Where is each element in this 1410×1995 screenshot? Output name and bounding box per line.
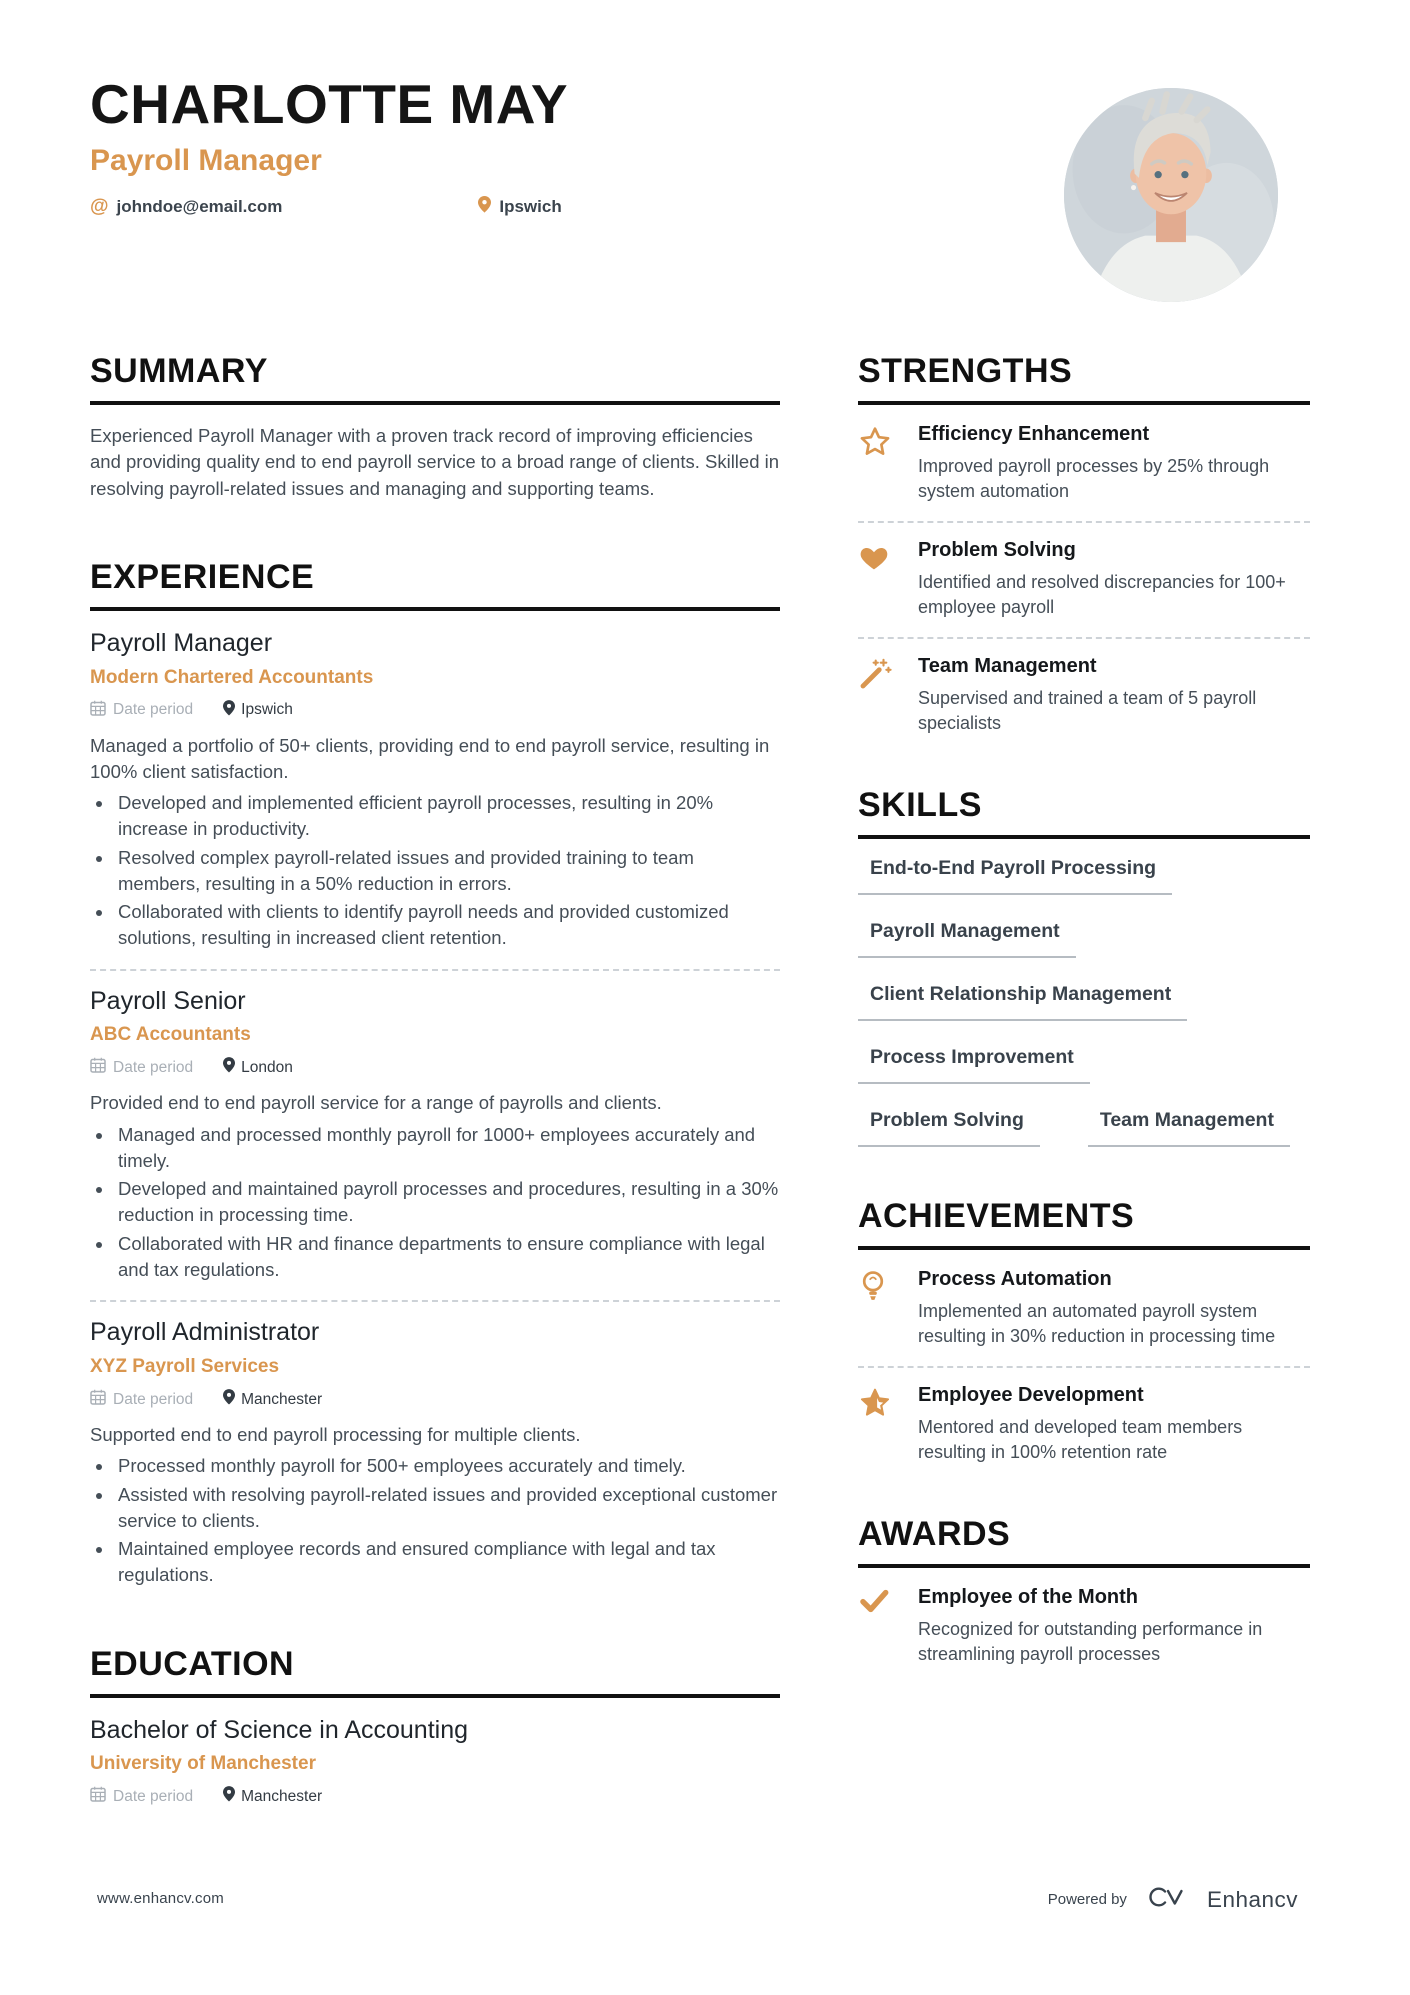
skill-tag: Team Management (1088, 1109, 1290, 1147)
strength-title: Team Management (918, 655, 1097, 678)
degree-title: Bachelor of Science in Accounting (90, 1715, 469, 1744)
job-location-text: London (241, 1058, 293, 1076)
skill-tag: Payroll Management (858, 920, 1076, 958)
at-icon: @ (90, 196, 109, 218)
job-bullet: • Developed and maintained payroll processes and procedures, resulting in a 30% reduction in processing time. (114, 1176, 780, 1229)
date-text: Date period (113, 1390, 194, 1408)
achievements-section (858, 1197, 1310, 1465)
strength-title: Problem Solving (918, 539, 1076, 562)
date-text: Date period (113, 1787, 194, 1805)
experience-heading: EXPERIENCE (90, 558, 780, 611)
candidate-name: CHARLOTTE MAY (90, 73, 569, 135)
avatar (1064, 88, 1278, 302)
divider (858, 637, 1310, 639)
location-item (223, 1057, 293, 1078)
achievement-description: Implemented an automated payroll system resulting in 30% reduction in processing time (918, 1301, 1276, 1347)
job-description: Supported end to end payroll processing for multiple clients. (90, 1424, 581, 1446)
job-meta (90, 1389, 780, 1410)
left-column (90, 352, 780, 1863)
job-bullet: • Collaborated with HR and finance departments to ensure compliance with legal and tax regulations. (114, 1231, 780, 1284)
enhancv-logo-icon (1141, 1882, 1193, 1917)
skills-section (858, 786, 1310, 1147)
divider (90, 969, 780, 971)
job-bullet: • Processed monthly payroll for 500+ employees accurately and timely. (114, 1453, 780, 1479)
strength-description: Improved payroll processes by 25% through system automation (918, 456, 1270, 502)
brand-name: Enhancv (1206, 1886, 1298, 1912)
divider (858, 1366, 1310, 1368)
job-meta (90, 1057, 780, 1078)
skill-tag: Problem Solving (858, 1109, 1040, 1147)
job-bullet: • Resolved complex payroll-related issues and provided training to team members, resulting in a 50% reduction in errors. (114, 845, 780, 898)
job-company: Modern Chartered Accountants (90, 666, 374, 688)
job-title: Payroll Senior (90, 986, 246, 1015)
job-entry (90, 1318, 780, 1588)
job-bullets (90, 790, 780, 952)
job-title: Payroll Administrator (90, 1318, 320, 1347)
job-description: Provided end to end payroll service for a range of payrolls and clients. (90, 1092, 662, 1114)
heart-icon (858, 539, 918, 620)
calendar-icon (90, 1057, 106, 1078)
star-filled-icon (858, 1384, 918, 1465)
date-item (90, 700, 193, 721)
location-pin-icon (478, 196, 491, 218)
calendar-icon (90, 1786, 106, 1807)
summary-text: Experienced Payroll Manager with a proven track record of improving efficiencies and providing quality end to end payroll service to a broad range of clients. Skilled in resolving payroll-related issues and managing and supporting teams. (90, 425, 780, 499)
location-text: Ipswich (499, 196, 562, 216)
job-bullets (90, 1122, 780, 1284)
achievement-description: Mentored and developed team members resulting in 100% retention rate (918, 1417, 1243, 1463)
divider (90, 1300, 780, 1302)
location-pin-icon (223, 1786, 235, 1807)
job-entry (90, 629, 780, 952)
footer-brand[interactable] (1048, 1882, 1298, 1917)
location-pin-icon (223, 700, 235, 721)
date-text: Date period (113, 701, 194, 719)
divider (858, 521, 1310, 523)
candidate-headline: Payroll Manager (90, 143, 322, 177)
job-bullet: • Managed and processed monthly payroll for 1000+ employees accurately and timely. (114, 1122, 780, 1175)
strength-item (858, 539, 1310, 620)
strengths-section (858, 352, 1310, 736)
star-outline-icon (858, 423, 918, 504)
job-bullet: • Maintained employee records and ensured compliance with legal and tax regulations. (114, 1536, 780, 1589)
date-text: Date period (113, 1058, 194, 1076)
award-item (858, 1586, 1310, 1667)
date-item (90, 1786, 193, 1807)
lightbulb-icon (858, 1268, 918, 1349)
job-location-text: Manchester (241, 1390, 323, 1408)
summary-section (90, 352, 780, 502)
job-meta (90, 700, 780, 721)
job-bullet: • Assisted with resolving payroll-related issues and provided exceptional customer service to clients. (114, 1482, 780, 1535)
school-name: University of Manchester (90, 1753, 316, 1775)
job-company: XYZ Payroll Services (90, 1356, 280, 1378)
calendar-icon (90, 700, 106, 721)
education-section (90, 1645, 780, 1808)
location-pin-icon (223, 1389, 235, 1410)
job-title: Payroll Manager (90, 628, 273, 657)
skill-tag: Process Improvement (858, 1046, 1090, 1084)
strength-item (858, 655, 1310, 736)
achievement-item (858, 1384, 1310, 1465)
achievement-title: Process Automation (918, 1268, 1112, 1291)
strength-item (858, 423, 1310, 504)
calendar-icon (90, 1389, 106, 1410)
date-item (90, 1057, 193, 1078)
job-location-text: Ipswich (241, 701, 293, 719)
footer-site-link[interactable]: www.enhancv.com (97, 1890, 224, 1907)
location-item (223, 1389, 322, 1410)
achievements-heading: ACHIEVEMENTS (858, 1197, 1310, 1250)
education-heading: EDUCATION (90, 1645, 780, 1698)
skill-tag: End-to-End Payroll Processing (858, 857, 1172, 895)
award-description: Recognized for outstanding performance in streamlining payroll processes (918, 1619, 1263, 1665)
strengths-heading: STRENGTHS (858, 352, 1310, 405)
job-bullets (90, 1453, 780, 1588)
achievement-title: Employee Development (918, 1384, 1144, 1407)
location-pin-icon (223, 1057, 235, 1078)
date-item (90, 1389, 193, 1410)
header (90, 73, 790, 218)
education-meta (90, 1786, 780, 1807)
strength-description: Identified and resolved discrepancies for 100+ employee payroll (918, 572, 1286, 618)
location-item (223, 700, 293, 721)
job-bullet: • Collaborated with clients to identify payroll needs and provided customized solutions, resulting in increased client retention. (114, 899, 780, 952)
strength-description: Supervised and trained a team of 5 payroll specialists (918, 688, 1257, 734)
education-location-text: Manchester (241, 1787, 323, 1805)
contact-row (90, 196, 790, 218)
job-company: ABC Accountants (90, 1024, 251, 1046)
awards-section (858, 1515, 1310, 1667)
right-column (858, 352, 1310, 1717)
award-title: Employee of the Month (918, 1586, 1138, 1609)
powered-by-label: Powered by (1047, 1891, 1127, 1908)
job-description: Managed a portfolio of 50+ clients, providing end to end payroll service, resulting in 100% client satisfaction. (90, 734, 770, 782)
skill-tag: Client Relationship Management (858, 983, 1187, 1021)
strength-title: Efficiency Enhancement (918, 423, 1150, 445)
achievement-item (858, 1268, 1310, 1349)
checkmark-icon (858, 1586, 918, 1667)
experience-section (90, 558, 780, 1589)
job-bullet: • Developed and implemented efficient payroll processes, resulting in 20% increase in productivity. (114, 790, 780, 843)
job-entry (90, 987, 780, 1284)
location-item (478, 196, 561, 218)
location-item (223, 1786, 322, 1807)
email-text: johndoe@email.com (116, 196, 283, 216)
skills-heading: SKILLS (858, 786, 1310, 839)
email-item (90, 197, 282, 217)
awards-heading: AWARDS (858, 1515, 1310, 1568)
magic-wand-icon (858, 655, 918, 736)
summary-heading: SUMMARY (90, 352, 780, 405)
